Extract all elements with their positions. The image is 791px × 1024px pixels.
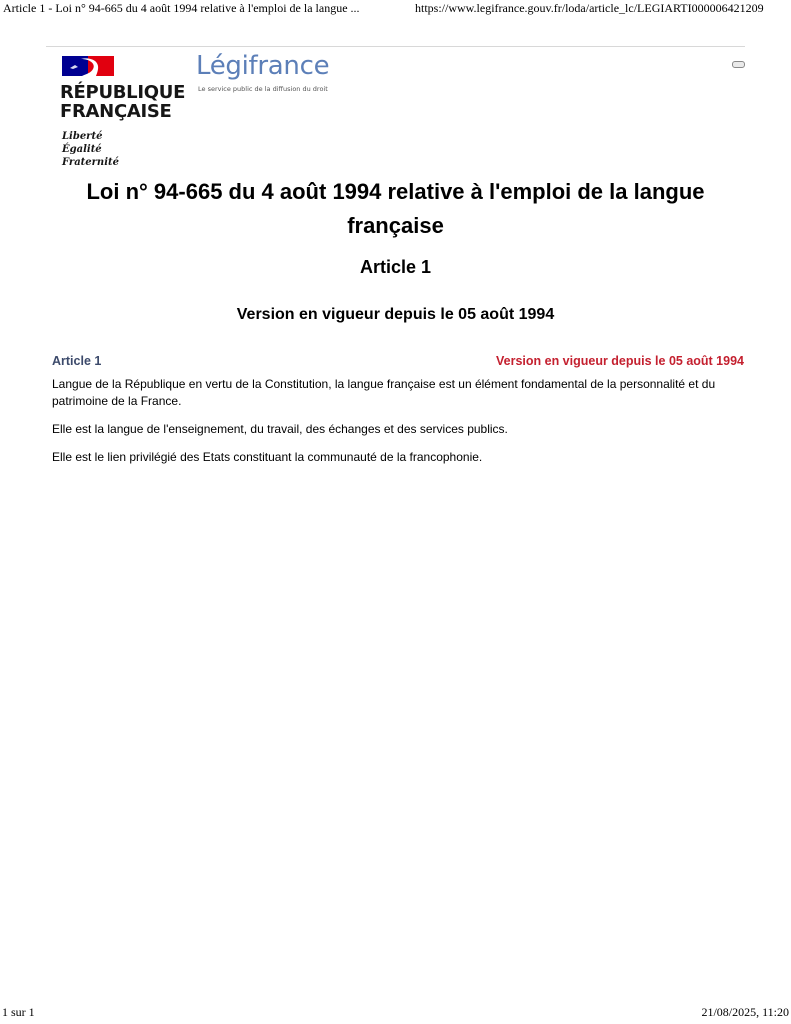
print-datetime: 21/08/2025, 11:20	[701, 1005, 789, 1019]
republique-line-2: FRANÇAISE	[60, 101, 172, 122]
print-toggle-button[interactable]	[732, 61, 745, 68]
page-title: Loi n° 94-665 du 4 août 1994 relative à l'emploi de la langue française	[86, 179, 705, 238]
print-footer	[0, 1006, 791, 1024]
article-status-badge: Version en vigueur depuis le 05 août 1994	[495, 354, 744, 368]
motto-fraternite: Fraternité	[62, 157, 119, 168]
print-page-title: Article 1 - Loi n° 94-665 du 4 août 1994 relative à l'emploi de la langue ...	[3, 1, 360, 15]
legifrance-logo[interactable]: Légifrance	[196, 51, 330, 81]
print-url: https://www.legifrance.gouv.fr/loda/article_lc/LEGIARTI000006421209	[415, 1, 764, 15]
article-bar	[46, 354, 745, 372]
republique-line-1: RÉPUBLIQUE	[60, 82, 186, 103]
marianne-flag-icon	[62, 56, 114, 76]
article-paragraph-1: Langue de la République en vertu de la Constitution, la langue française est un élément fondamental de la personnalité et du patrimoine de la France.	[52, 377, 716, 408]
document-sheet	[46, 46, 745, 466]
motto-egalite: Égalité	[62, 144, 102, 155]
republique-francaise-wordmark	[60, 83, 185, 121]
site-header	[46, 47, 745, 171]
article-heading: Article 1	[359, 257, 432, 277]
article-paragraph-3: Elle est le lien privilégié des Etats constituant la communauté de la francophonie.	[52, 450, 483, 464]
motto-liberte: Liberté	[62, 131, 103, 142]
print-header	[0, 0, 791, 18]
article-paragraph-2: Elle est la langue de l'enseignement, du travail, des échanges et des services publics.	[52, 422, 508, 436]
republic-motto	[62, 130, 119, 169]
legifrance-tagline: Le service public de la diffusion du droit	[198, 85, 328, 93]
article-label: Article 1	[52, 354, 102, 368]
page-count: 1 sur 1	[2, 1005, 35, 1019]
version-heading: Version en vigueur depuis le 05 août 1994	[236, 306, 555, 323]
